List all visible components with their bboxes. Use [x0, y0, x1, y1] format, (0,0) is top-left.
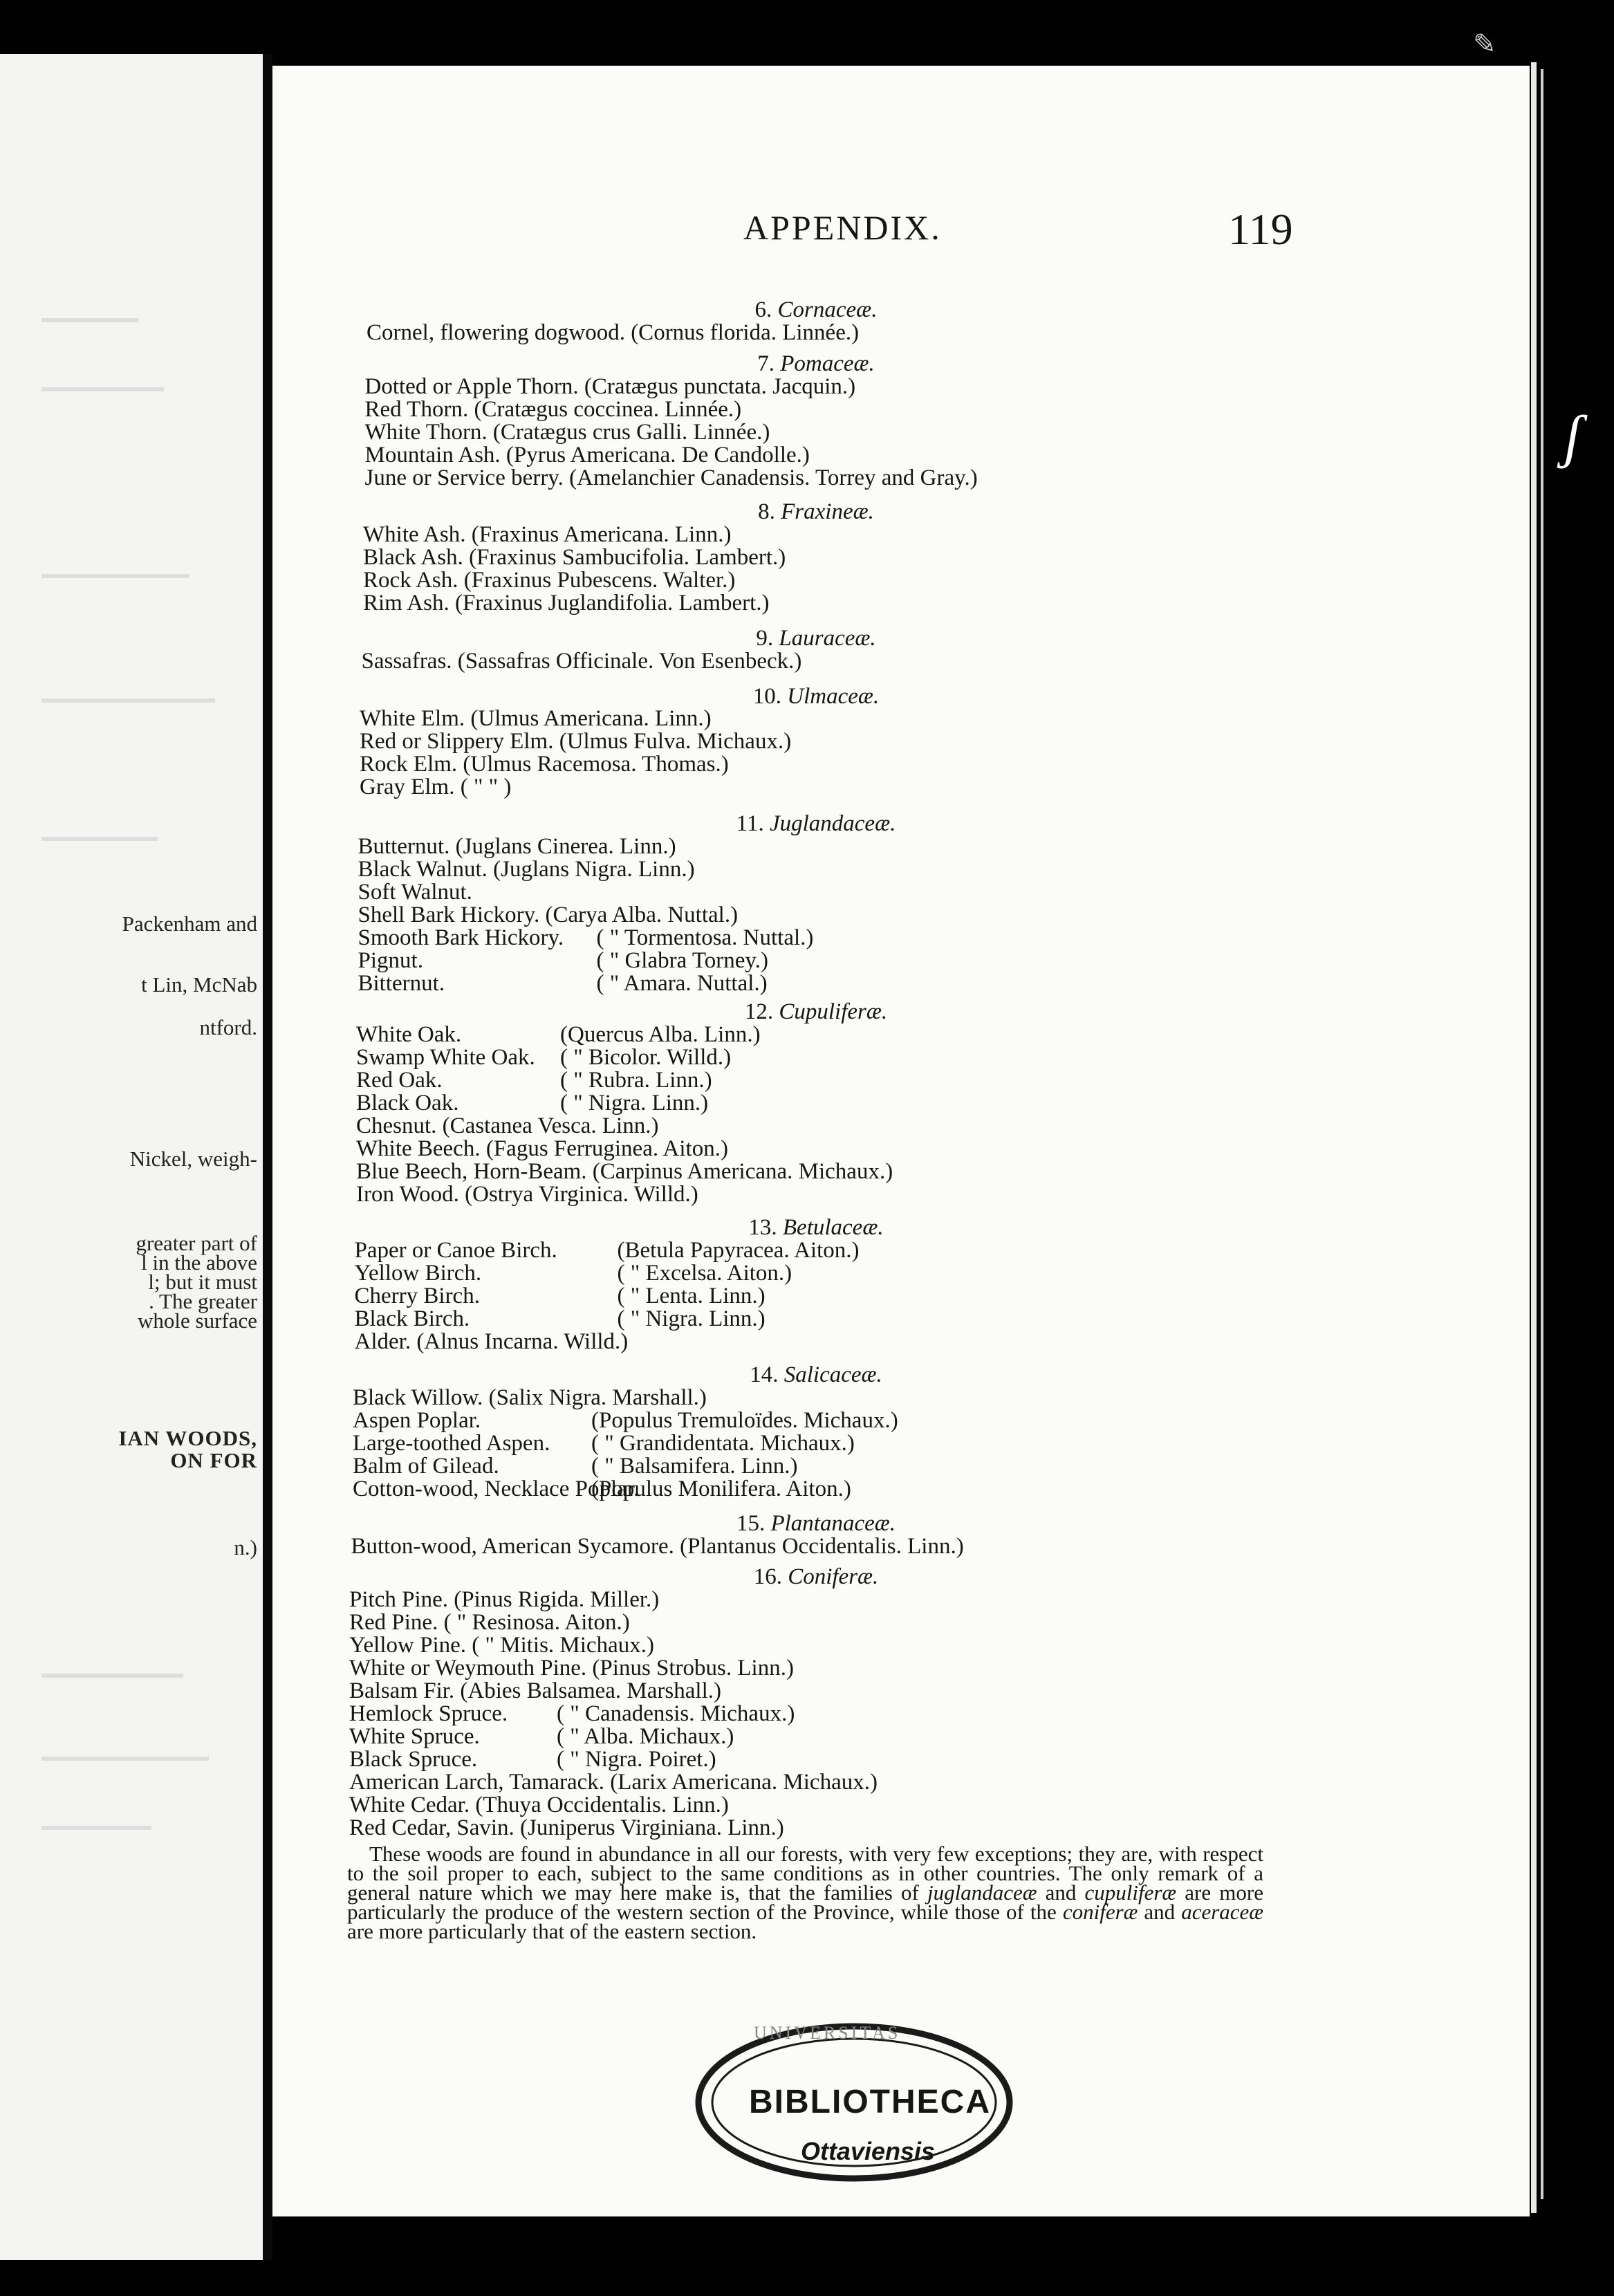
- species-entry: [356, 1091, 709, 1115]
- left-page-text: whole surface: [138, 1308, 257, 1333]
- botanical-name: ( " Lenta. Linn.): [617, 1284, 766, 1308]
- species-entry: [363, 545, 786, 570]
- species-entry: [354, 1238, 860, 1263]
- family-number: 15.: [736, 1511, 766, 1536]
- family-name: Lauraceæ.: [779, 626, 876, 651]
- faded-text: [41, 1674, 183, 1678]
- left-page-text: n.): [234, 1535, 257, 1559]
- species-entry: [349, 1815, 784, 1840]
- left-page-text: greater part of: [136, 1231, 257, 1255]
- page-number: 119: [1228, 205, 1293, 254]
- margin-mark: ʃ: [1564, 402, 1581, 469]
- family-name: Cupuliferæ.: [779, 999, 888, 1024]
- family-number: 16.: [753, 1564, 782, 1589]
- faded-text: [41, 574, 189, 578]
- family-heading: [750, 1362, 882, 1387]
- species-name: Shell Bark Hickory. (Carya Alba. Nuttal.): [358, 902, 739, 927]
- family-name: Betulaceæ.: [782, 1215, 884, 1240]
- left-page-text: ntford.: [199, 1015, 257, 1039]
- species-name: Balm of Gilead.: [353, 1454, 499, 1479]
- species-entry: [349, 1587, 659, 1612]
- family-heading: [736, 1511, 896, 1536]
- family-heading: [758, 499, 874, 524]
- family-name: Juglandaceæ.: [769, 811, 896, 836]
- species-entry: [349, 1770, 878, 1795]
- species-name: Red Pine. ( " Resinosa. Aiton.): [349, 1610, 630, 1635]
- family-heading: [757, 351, 875, 376]
- species-name: Red Cedar, Savin. (Juniperus Virginiana. Linn.): [349, 1815, 784, 1840]
- species-entry: [354, 1261, 792, 1286]
- species-name: Aspen Poplar.: [353, 1408, 481, 1433]
- family-number: 12.: [744, 999, 774, 1024]
- family-name: Ulmaceæ.: [787, 684, 880, 709]
- species-name: Black Ash. (Fraxinus Sambucifolia. Lambert.): [363, 545, 786, 570]
- faded-text: [41, 698, 215, 703]
- species-name: Red or Slippery Elm. (Ulmus Fulva. Michaux.): [360, 729, 792, 754]
- species-name: Large-toothed Aspen.: [353, 1431, 550, 1456]
- species-name: June or Service berry. (Amelanchier Canadensis. Torrey and Gray.): [364, 465, 978, 490]
- left-page-text: l; but it must: [148, 1270, 257, 1294]
- species-name: Hemlock Spruce.: [349, 1701, 508, 1726]
- botanical-name: ( " Rubra. Linn.): [560, 1068, 712, 1093]
- species-entry: [360, 706, 712, 731]
- species-name: Cornel, flowering dogwood. (Cornus florida. Linnée.): [367, 320, 860, 345]
- family-heading: [745, 999, 887, 1024]
- species-entry: [349, 1610, 630, 1635]
- species-entry: [358, 971, 768, 996]
- species-entry: [358, 948, 768, 973]
- species-entry: [356, 1113, 658, 1138]
- species-entry: [356, 1045, 732, 1070]
- botanical-name: ( " Amara. Nuttal.): [596, 971, 768, 996]
- species-name: White Cedar. (Thuya Occidentalis. Linn.): [349, 1793, 729, 1817]
- left-page-text: l in the above: [141, 1250, 257, 1275]
- family-number: 14.: [750, 1362, 779, 1387]
- family-heading: [754, 1564, 879, 1589]
- species-name: Rim Ash. (Fraxinus Juglandifolia. Lambert.): [363, 591, 770, 615]
- species-entry: [349, 1747, 716, 1772]
- stamp-text-bibliotheca: BIBLIOTHECA: [749, 2084, 991, 2120]
- running-head: APPENDIX.: [743, 208, 942, 247]
- species-entry: [355, 1329, 629, 1354]
- species-name: White Thorn. (Cratægus crus Galli. Linnée.): [364, 420, 770, 445]
- species-entry: [349, 1656, 794, 1681]
- faded-text: [41, 387, 164, 391]
- species-name: Gray Elm. ( " " ): [360, 775, 512, 799]
- species-name: Yellow Pine. ( " Mitis. Michaux.): [349, 1633, 654, 1658]
- species-name: Black Spruce.: [349, 1747, 478, 1772]
- species-name: Black Oak.: [356, 1091, 459, 1115]
- botanical-name: ( " Nigra. Linn.): [617, 1306, 766, 1331]
- botanical-name: (Quercus Alba. Linn.): [560, 1022, 761, 1047]
- species-name: Red Oak.: [356, 1068, 443, 1093]
- species-entry: [363, 522, 731, 547]
- species-entry: [351, 1534, 964, 1559]
- species-name: Balsam Fir. (Abies Balsamea. Marshall.): [349, 1678, 721, 1703]
- botanical-name: (Betula Papyracea. Aiton.): [617, 1238, 860, 1263]
- species-name: Black Willow. (Salix Nigra. Marshall.): [353, 1385, 707, 1410]
- species-name: Pignut.: [358, 948, 423, 973]
- left-page-text: IAN WOODS,: [118, 1426, 257, 1450]
- family-number: 10.: [752, 684, 782, 709]
- family-number: 7.: [757, 351, 774, 376]
- stamp-text-ottaviensis: Ottaviensis: [800, 2137, 936, 2165]
- botanical-name: ( " Excelsa. Aiton.): [617, 1261, 792, 1286]
- family-name: Plantanaceæ.: [770, 1511, 896, 1536]
- species-name: Soft Walnut.: [358, 880, 472, 905]
- botanical-name: ( " Nigra. Poiret.): [557, 1747, 716, 1772]
- botanical-name: ( " Alba. Michaux.): [557, 1724, 734, 1749]
- species-name: Cotton-wood, Necklace Poplar.: [353, 1476, 640, 1501]
- species-name: Mountain Ash. (Pyrus Americana. De Candolle.): [364, 443, 810, 467]
- species-entry: [358, 857, 695, 882]
- species-entry: [365, 420, 770, 445]
- faded-text: [41, 318, 138, 322]
- page-edge: [1541, 69, 1543, 2199]
- species-name: Dotted or Apple Thorn. (Cratægus punctata. Jacquin.): [364, 374, 856, 399]
- faded-text: [41, 837, 158, 841]
- species-entry: [365, 397, 742, 422]
- book-gutter: [263, 54, 272, 2260]
- species-entry: [356, 1136, 728, 1161]
- botanical-name: ( " Canadensis. Michaux.): [557, 1701, 795, 1726]
- species-entry: [353, 1431, 855, 1456]
- species-name: Black Birch.: [354, 1306, 470, 1331]
- family-heading: [756, 626, 875, 651]
- species-name: American Larch, Tamarack. (Larix Americana. Michaux.): [349, 1770, 878, 1795]
- species-name: Bitternut.: [358, 971, 445, 996]
- botanical-name: ( " Nigra. Linn.): [560, 1091, 709, 1115]
- species-name: Alder. (Alnus Incarna. Willd.): [354, 1329, 629, 1354]
- family-number: 6.: [754, 297, 772, 322]
- species-name: Smooth Bark Hickory.: [358, 925, 564, 950]
- species-entry: [353, 1385, 707, 1410]
- family-heading: [736, 811, 896, 836]
- species-name: White Elm. (Ulmus Americana. Linn.): [360, 706, 712, 731]
- stamp-top-text: UNIVERSITAS: [754, 2023, 901, 2043]
- species-entry: [358, 925, 814, 950]
- species-entry: [356, 1159, 893, 1184]
- species-entry: [363, 568, 735, 593]
- species-name: White Oak.: [356, 1022, 462, 1047]
- species-entry: [354, 1306, 766, 1331]
- species-entry: [349, 1678, 721, 1703]
- left-page-text: Nickel, weigh-: [129, 1147, 257, 1171]
- species-entry: [365, 443, 810, 467]
- left-page-fragment: [0, 54, 263, 2260]
- species-entry: [360, 775, 511, 799]
- family-number: 8.: [758, 499, 775, 524]
- species-entry: [353, 1476, 851, 1501]
- species-name: Red Thorn. (Cratægus coccinea. Linnée.): [364, 397, 742, 422]
- species-name: Swamp White Oak.: [356, 1045, 535, 1070]
- species-name: Black Walnut. (Juglans Nigra. Linn.): [358, 857, 695, 882]
- faded-text: [41, 1826, 151, 1830]
- left-page-text: . The greater: [149, 1289, 257, 1313]
- species-name: Cherry Birch.: [354, 1284, 480, 1308]
- species-entry: [358, 834, 676, 859]
- species-entry: [367, 320, 859, 345]
- species-entry: [363, 591, 770, 615]
- family-name: Salicaceæ.: [783, 1362, 882, 1387]
- species-entry: [360, 729, 791, 754]
- family-heading: [755, 297, 878, 322]
- species-entry: [358, 880, 472, 905]
- species-entry: [358, 902, 739, 927]
- botanical-name: ( " Bicolor. Willd.): [560, 1045, 732, 1070]
- species-entry: [360, 752, 729, 777]
- botanical-name: ( " Glabra Torney.): [596, 948, 768, 973]
- species-name: Rock Ash. (Fraxinus Pubescens. Walter.): [363, 568, 736, 593]
- botanical-name: ( " Balsamifera. Linn.): [591, 1454, 798, 1479]
- left-page-text: ON FOR: [170, 1448, 257, 1472]
- species-name: Blue Beech, Horn-Beam. (Carpinus Americana. Michaux.): [356, 1159, 893, 1184]
- species-entry: [349, 1724, 734, 1749]
- family-name: Coniferæ.: [788, 1564, 879, 1589]
- family-number: 13.: [748, 1215, 777, 1240]
- left-page-text: Packenham and: [122, 911, 257, 936]
- species-entry: [356, 1182, 698, 1207]
- species-name: White or Weymouth Pine. (Pinus Strobus. Linn.): [349, 1656, 794, 1681]
- species-name: Rock Elm. (Ulmus Racemosa. Thomas.): [360, 752, 729, 777]
- species-name: Paper or Canoe Birch.: [354, 1238, 557, 1263]
- family-heading: [753, 684, 879, 709]
- species-name: Iron Wood. (Ostrya Virginica. Willd.): [356, 1182, 698, 1207]
- species-entry: [353, 1408, 898, 1433]
- species-entry: [353, 1454, 798, 1479]
- species-name: White Beech. (Fagus Ferruginea. Aiton.): [356, 1136, 728, 1161]
- species-name: White Ash. (Fraxinus Americana. Linn.): [363, 522, 732, 547]
- closing-paragraph: These woods are found in abundance in all our forests, with very few exceptions; they are, with respect to the soil proper to each, subject to the same conditions as in other countries. The only remark of a general nature which we may here make is, that the families of juglandaceæ and cupuliferæ are more particularly the produce of the western section of the Province, while those of the coniferæ and aceraceæ are more particularly that of the eastern section.: [347, 1842, 1263, 1943]
- family-number: 9.: [756, 626, 774, 651]
- species-entry: [354, 1284, 766, 1308]
- botanical-name: (Populus Monilifera. Aiton.): [591, 1476, 851, 1501]
- species-name: Yellow Birch.: [354, 1261, 482, 1286]
- species-entry: [356, 1022, 761, 1047]
- species-name: Chesnut. (Castanea Vesca. Linn.): [356, 1113, 659, 1138]
- botanical-name: ( " Grandidentata. Michaux.): [591, 1431, 855, 1456]
- species-entry: [349, 1701, 795, 1726]
- family-name: Pomaceæ.: [780, 351, 875, 376]
- species-entry: [362, 649, 802, 674]
- faded-text: [41, 1757, 209, 1761]
- family-number: 11.: [736, 811, 764, 836]
- species-entry: [365, 465, 978, 490]
- species-name: Pitch Pine. (Pinus Rigida. Miller.): [349, 1587, 660, 1612]
- corner-mark: ✎: [1473, 28, 1496, 59]
- species-name: Button-wood, American Sycamore. (Plantanus Occidentalis. Linn.): [351, 1534, 964, 1559]
- botanical-name: ( " Tormentosa. Nuttal.): [596, 925, 814, 950]
- page-edge: [1531, 62, 1537, 2213]
- species-name: Sassafras. (Sassafras Officinale. Von Esenbeck.): [361, 649, 802, 674]
- species-entry: [349, 1633, 654, 1658]
- left-page-text: t Lin, McNab: [141, 972, 257, 997]
- family-heading: [748, 1215, 883, 1240]
- species-entry: [365, 374, 856, 399]
- species-name: White Spruce.: [349, 1724, 480, 1749]
- species-name: Butternut. (Juglans Cinerea. Linn.): [358, 834, 676, 859]
- family-name: Cornaceæ.: [777, 297, 878, 322]
- family-name: Fraxineæ.: [781, 499, 874, 524]
- botanical-name: (Populus Tremuloïdes. Michaux.): [591, 1408, 898, 1433]
- species-entry: [356, 1068, 712, 1093]
- species-entry: [349, 1793, 729, 1817]
